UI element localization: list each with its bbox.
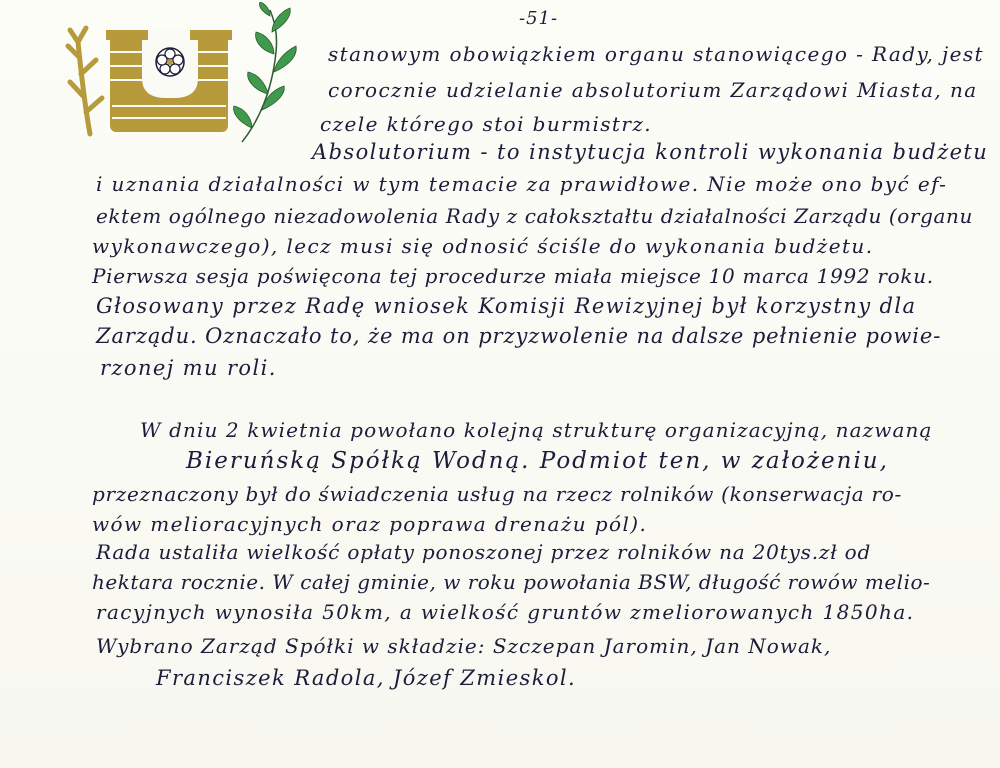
flower-icon [156, 48, 184, 76]
text-line: stanowym obowiązkiem organu stanowiącego - Rady, jest [328, 42, 984, 66]
green-leaf-branch-icon [234, 2, 297, 142]
page-number: -51- [519, 8, 559, 29]
text-line: Głosowany przez Radę wniosek Komisji Rewizyjnej był korzystny dla [96, 294, 917, 318]
text-line: Franciszek Radola, Józef Zmieskol. [156, 666, 577, 690]
text-line: ektem ogólnego niezadowolenia Rady z całokształtu działalności Zarządu (organu [96, 204, 973, 228]
text-line: W dniu 2 kwietnia powołano kolejną strukturę organizacyjną, nazwaną [140, 418, 933, 442]
text-line: wów melioracyjnych oraz poprawa drenażu pól). [92, 512, 648, 536]
golden-branch-icon [68, 28, 102, 134]
golden-letter-u-icon [106, 30, 232, 132]
text-line: wykonawczego), lecz musi się odnosić ściśle do wykonania budżetu. [92, 234, 874, 258]
text-line: Bieruńską Spółką Wodną. Podmiot ten, w założeniu, [186, 448, 889, 474]
text-line: Zarządu. Oznaczało to, że ma on przyzwolenie na dalsze pełnienie powie- [96, 324, 942, 348]
text-line: i uznania działalności w tym temacie za prawidłowe. Nie może ono być ef- [96, 172, 948, 196]
text-line: hektara rocznie. W całej gminie, w roku powołania BSW, długość rowów melio- [92, 570, 931, 594]
text-line: Rada ustaliła wielkość opłaty ponoszonej przez rolników na 20tys.zł od [96, 540, 872, 564]
text-line: racyjnych wynosiła 50km, a wielkość gruntów zmeliorowanych 1850ha. [96, 600, 915, 624]
text-line: rzonej mu roli. [100, 356, 277, 380]
text-line: Pierwsza sesja poświęcona tej procedurze miała miejsce 10 marca 1992 roku. [92, 264, 934, 288]
text-line: Absolutorium - to instytucja kontroli wykonania budżetu [312, 140, 989, 164]
text-line: czele którego stoi burmistrz. [320, 112, 653, 136]
text-line: przeznaczony był do świadczenia usług na rzecz rolników (konserwacja ro- [92, 482, 902, 506]
decorated-initial-u [62, 2, 332, 152]
text-line: corocznie udzielanie absolutorium Zarządowi Miasta, na [328, 78, 978, 102]
text-line: Wybrano Zarząd Spółki w składzie: Szczepan Jaromin, Jan Nowak, [96, 634, 832, 658]
